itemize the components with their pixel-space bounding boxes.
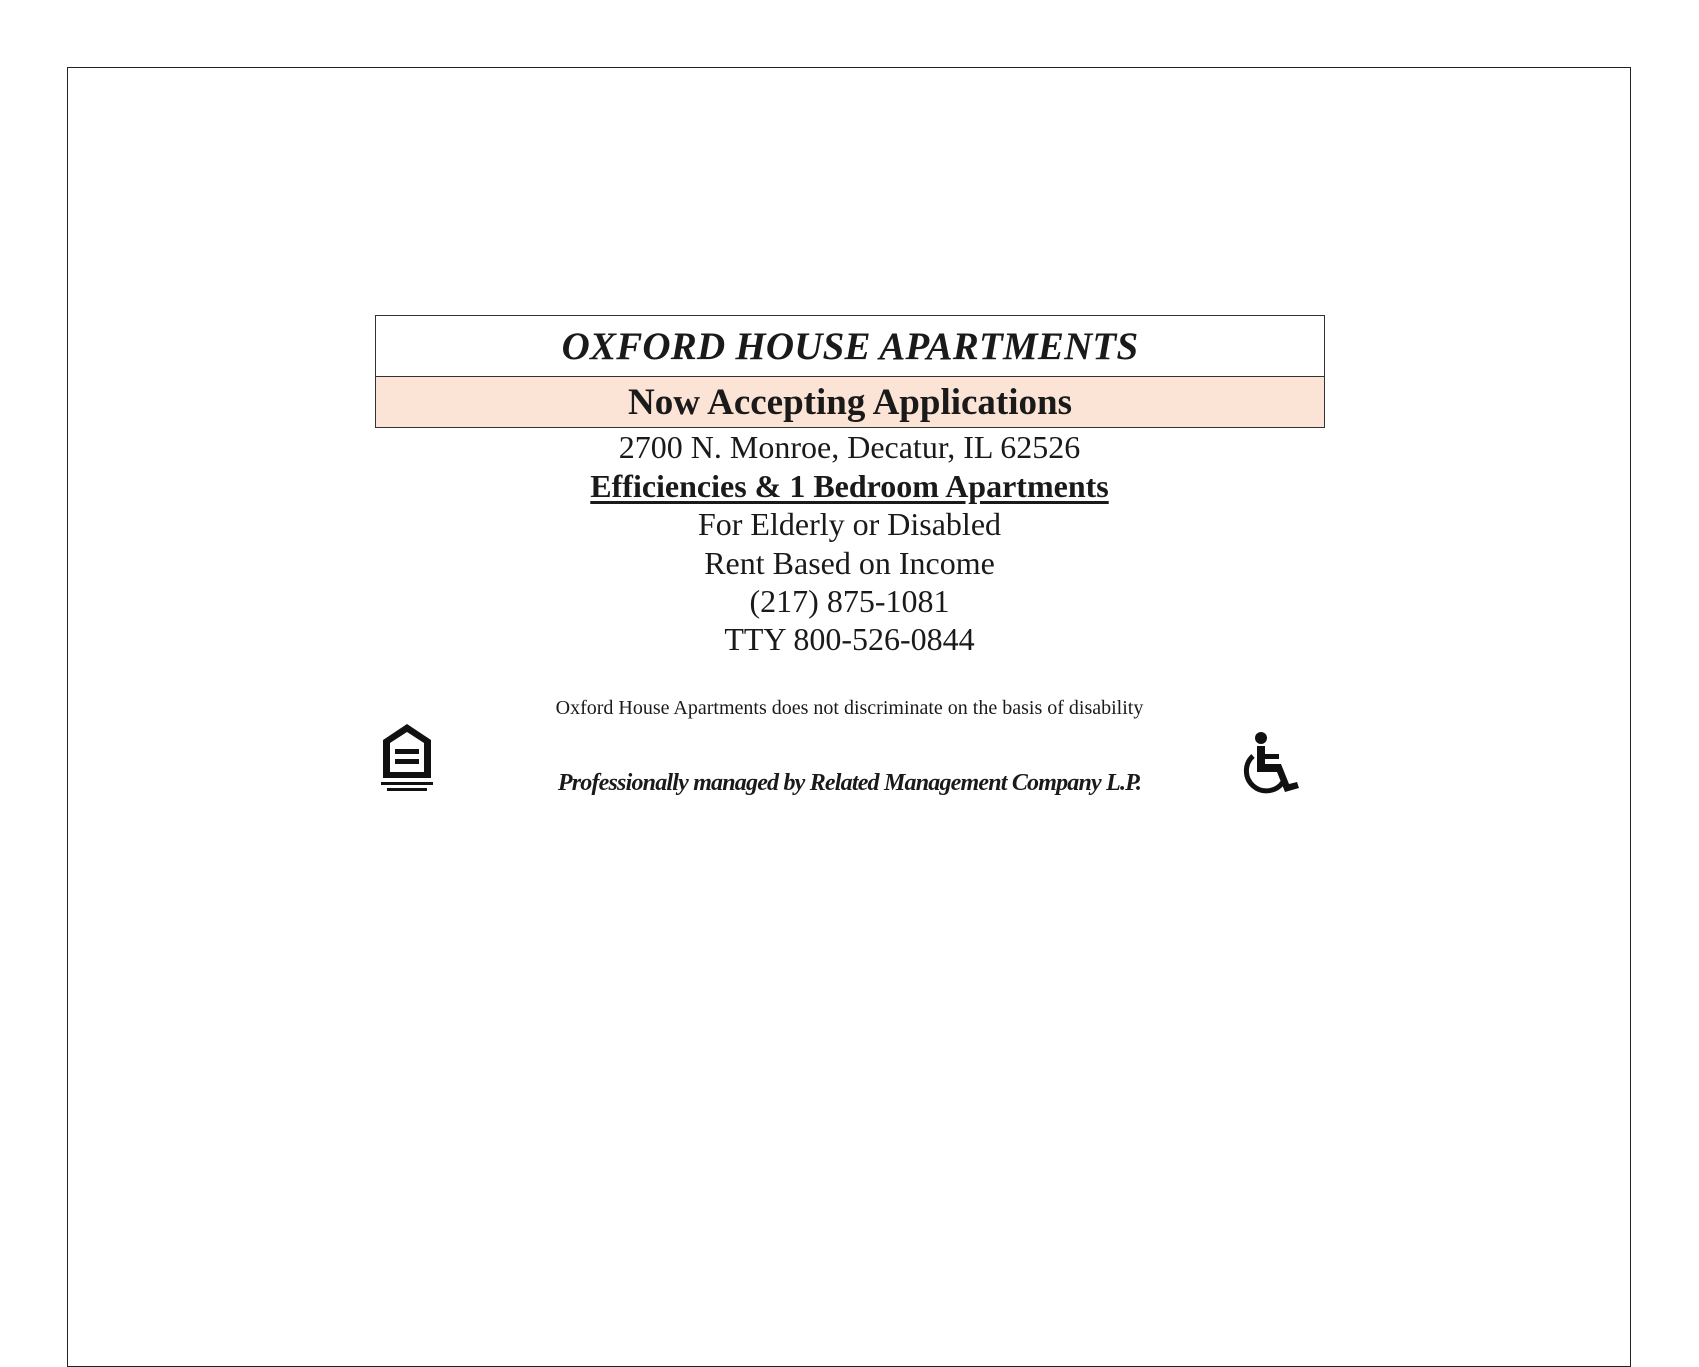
phone-number: (217) 875-1081: [749, 583, 950, 619]
header-box: [375, 315, 1325, 428]
tty-number: TTY 800-526-0844: [724, 621, 975, 657]
address: 2700 N. Monroe, Decatur, IL 62526: [618, 429, 1081, 465]
management-company: Professionally managed by Related Management Company L.P.: [557, 770, 1142, 796]
accepting-applications-heading: Now Accepting Applications: [627, 381, 1073, 423]
property-title: OXFORD HOUSE APARTMENTS: [561, 324, 1139, 368]
rent-line: Rent Based on Income: [704, 545, 995, 581]
subtitle-band: [376, 377, 1324, 427]
units-heading: Efficiencies & 1 Bedroom Apartments: [590, 468, 1109, 504]
wheelchair-accessible-icon: [1237, 730, 1309, 796]
disclaimer-text: Oxford House Apartments does not discriminate on the basis of disability: [555, 697, 1144, 719]
eligibility-line: For Elderly or Disabled: [697, 506, 1002, 542]
title-row: [376, 316, 1324, 377]
